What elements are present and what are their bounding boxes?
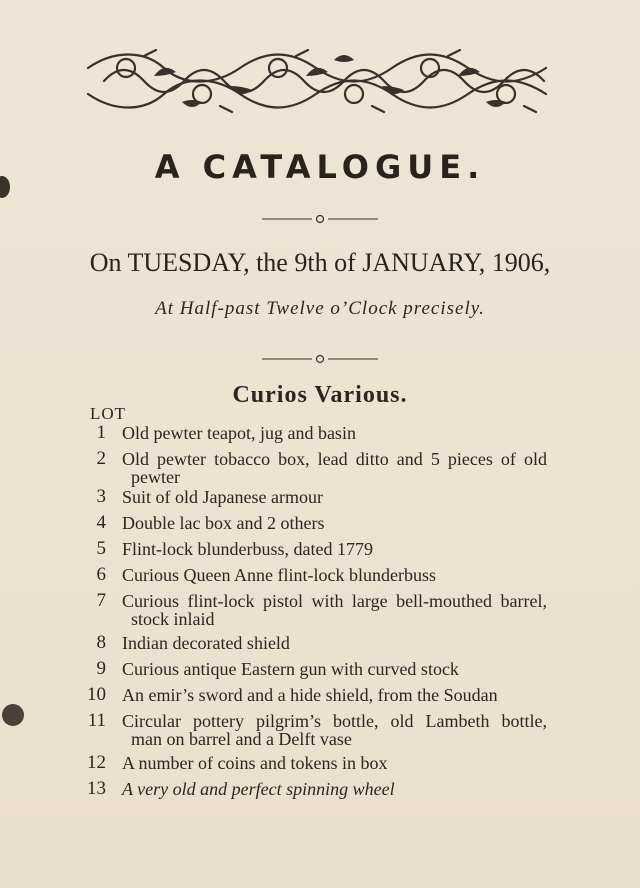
lot-description: A very old and perfect spinning wheel [122, 779, 395, 799]
lot-description-continued: stock inlaid [131, 609, 215, 629]
rule-with-circle-icon [260, 213, 380, 225]
lot-number: 4 [96, 512, 106, 533]
lot-column-label: LOT [90, 404, 127, 423]
lot-description: Curious antique Eastern gun with curved stock [122, 659, 459, 679]
lot-description-continued: man on barrel and a Delft vase [131, 729, 352, 749]
lot-description: Curious flint-lock pistol with large bell-mouthed barrel, [122, 591, 547, 611]
floral-scroll-ornament-icon [84, 46, 550, 116]
lot-number: 1 [96, 422, 106, 443]
section-title: Curios Various. [232, 382, 408, 408]
sale-date-line: On TUESDAY, the 9th of JANUARY, 1906, [89, 248, 551, 277]
lot-description: Curious Queen Anne flint-lock blunderbuss [122, 565, 436, 585]
sale-time-line: At Half-past Twelve o’Clock precisely. [155, 298, 485, 319]
lot-number: 3 [96, 486, 106, 507]
lot-number: 13 [87, 778, 106, 799]
rule-with-circle-icon [260, 353, 380, 365]
lot-number: 9 [96, 658, 106, 679]
lot-number: 5 [96, 538, 106, 559]
lot-number: 11 [87, 710, 106, 731]
lot-number: 2 [96, 448, 106, 469]
lot-description: Old pewter teapot, jug and basin [122, 423, 356, 443]
title-divider [0, 210, 640, 229]
lot-description: Double lac box and 2 others [122, 513, 325, 533]
lot-number: 10 [87, 684, 106, 705]
time-divider [0, 350, 640, 369]
lot-description-continued: pewter [131, 467, 180, 487]
lot-description: A number of coins and tokens in box [122, 753, 388, 773]
lot-description: Flint-lock blunderbuss, dated 1779 [122, 539, 373, 559]
lot-description: Circular pottery pilgrim’s bottle, old Lambeth bottle, [122, 711, 547, 731]
lot-number: 8 [96, 632, 106, 653]
lot-number: 6 [96, 564, 106, 585]
lot-description: Indian decorated shield [122, 633, 290, 653]
lot-description: Suit of old Japanese armour [122, 487, 323, 507]
ink-blot [2, 704, 24, 726]
lot-number: 12 [87, 752, 106, 773]
lot-number: 7 [96, 590, 106, 611]
lot-description: Old pewter tobacco box, lead ditto and 5 pieces of old [122, 449, 547, 469]
catalogue-title: A CATALOGUE. [154, 148, 486, 186]
lot-description: An emir’s sword and a hide shield, from the Soudan [122, 685, 498, 705]
